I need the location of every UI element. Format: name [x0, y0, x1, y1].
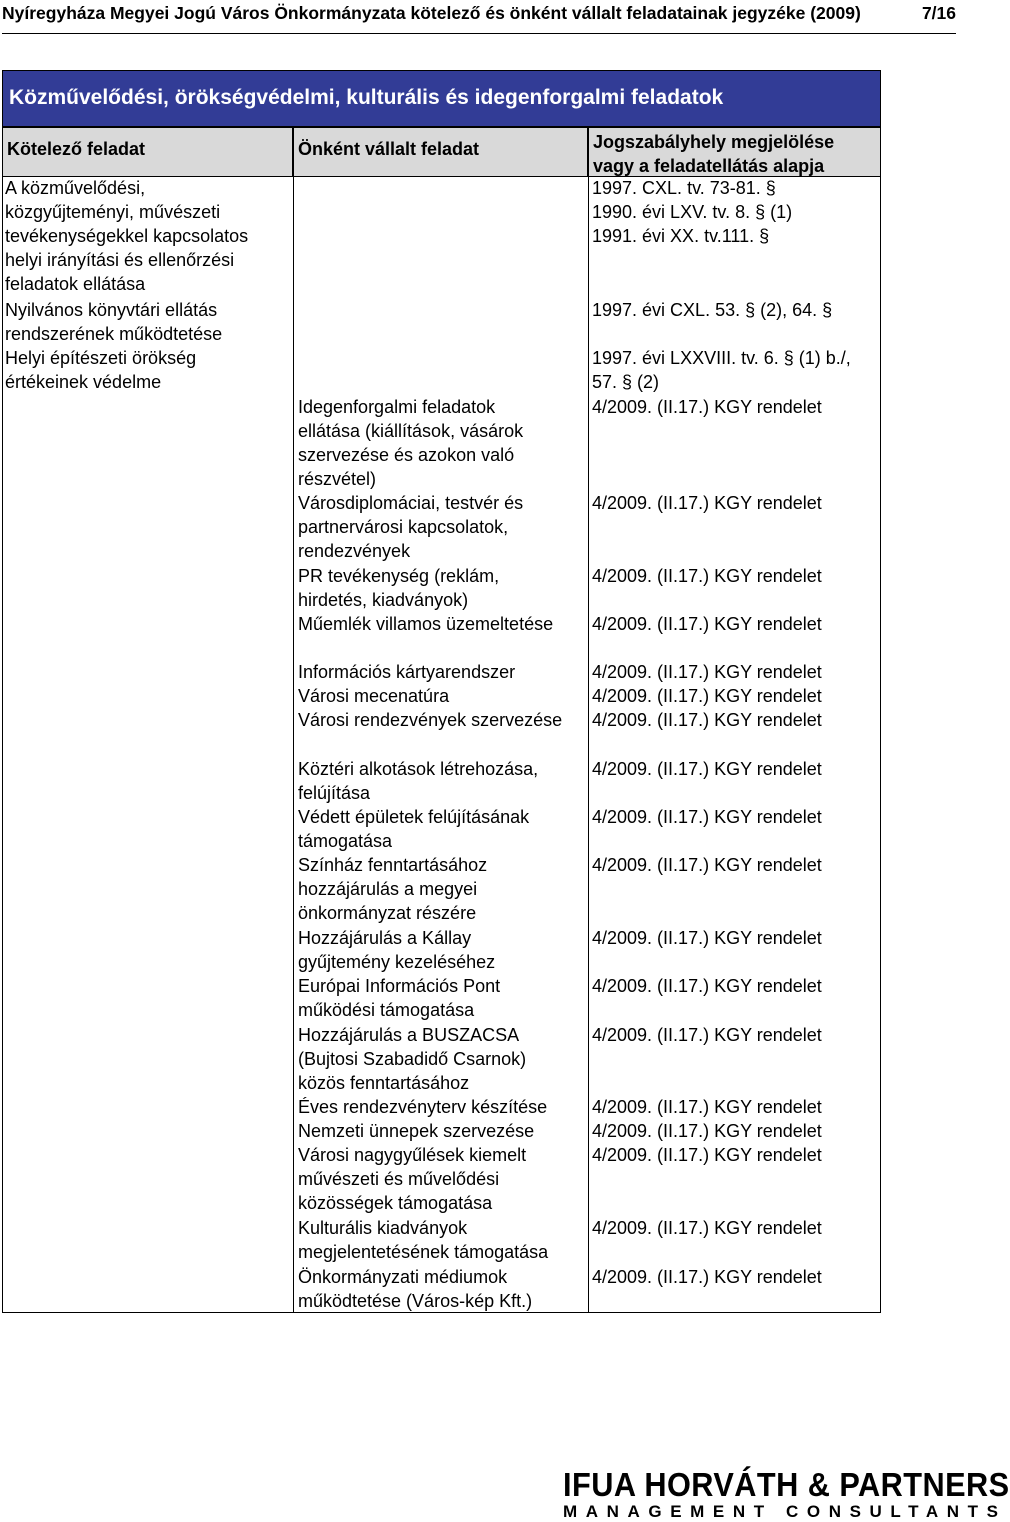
voluntary-law: 4/2009. (II.17.) KGY rendelet [592, 1145, 822, 1165]
voluntary-task: Kulturális kiadványok megjelentetésének támogatása [298, 1218, 549, 1262]
voluntary-law: 4/2009. (II.17.) KGY rendelet [592, 397, 822, 417]
page-number: 7/16 [921, 3, 956, 23]
voluntary-law: 4/2009. (II.17.) KGY rendelet [592, 686, 822, 706]
column-header-voluntary: Önként vállalt feladat [293, 127, 588, 177]
voluntary-task: Városi mecenatúra [298, 686, 450, 706]
voluntary-task: Műemlék villamos üzemeltetése [298, 614, 554, 634]
mandatory-task: Nyilvános könyvtári ellátás rendszerének működtetése [5, 300, 223, 344]
mandatory-law: 1997. évi CXL. 53. § (2), 64. § [592, 300, 833, 320]
column-header-legal-basis: Jogszabályhely megjelölése vagy a feladatellátás alapja [588, 127, 881, 177]
voluntary-law: 4/2009. (II.17.) KGY rendelet [592, 1218, 822, 1238]
section-title-bar [2, 70, 881, 127]
voluntary-task: Éves rendezvényterv készítése [298, 1097, 548, 1117]
voluntary-task: Hozzájárulás a BUSZACSA (Bujtosi Szabadidő Csarnok) közös fenntartásához [298, 1025, 527, 1093]
voluntary-task: Védett épületek felújításának támogatása [298, 807, 530, 851]
voluntary-task: Hozzájárulás a Kállay gyűjtemény kezeléséhez [298, 928, 496, 972]
voluntary-task: Önkormányzati médiumok működtetése (Város-kép Kft.) [298, 1267, 533, 1311]
voluntary-law: 4/2009. (II.17.) KGY rendelet [592, 1121, 822, 1141]
mandatory-law: 1997. CXL. tv. 73-81. § 1990. évi LXV. tv. 8. § (1) 1991. évi XX. tv.111. § [592, 178, 793, 246]
voluntary-law: 4/2009. (II.17.) KGY rendelet [592, 976, 822, 996]
voluntary-task: Köztéri alkotások létrehozása, felújítása [298, 759, 539, 803]
voluntary-law: 4/2009. (II.17.) KGY rendelet [592, 1267, 822, 1287]
voluntary-task: Városi nagygyűlések kiemelt művészeti és művelődési közösségek támogatása [298, 1145, 527, 1213]
column-header-mandatory: Kötelező feladat [2, 127, 293, 177]
page-header [0, 0, 960, 30]
voluntary-law: 4/2009. (II.17.) KGY rendelet [592, 1097, 822, 1117]
voluntary-law: 4/2009. (II.17.) KGY rendelet [592, 1025, 822, 1045]
voluntary-law: 4/2009. (II.17.) KGY rendelet [592, 807, 822, 827]
voluntary-law: 4/2009. (II.17.) KGY rendelet [592, 614, 822, 634]
mandatory-task: A közművelődési, közgyűjteményi, művészeti tevékenységekkel kapcsolatos helyi irányítási és ellenőrzési feladatok ellátása [5, 178, 249, 294]
voluntary-law: 4/2009. (II.17.) KGY rendelet [592, 662, 822, 682]
voluntary-task: Idegenforgalmi feladatok ellátása (kiállítások, vásárok szervezése és azokon való részvétel) [298, 397, 524, 489]
voluntary-law: 4/2009. (II.17.) KGY rendelet [592, 855, 822, 875]
company-logo [559, 1466, 1010, 1521]
voluntary-task: Európai Információs Pont működési támogatása [298, 976, 501, 1020]
voluntary-task: Információs kártyarendszer [298, 662, 516, 682]
voluntary-law: 4/2009. (II.17.) KGY rendelet [592, 759, 822, 779]
voluntary-task: Nemzeti ünnepek szervezése [298, 1121, 535, 1141]
section-title: Közművelődési, örökségvédelmi, kulturális és idegenforgalmi feladatok [9, 86, 724, 109]
header-divider [2, 33, 956, 34]
voluntary-task: Városi rendezvények szervezése [298, 710, 563, 730]
voluntary-law: 4/2009. (II.17.) KGY rendelet [592, 928, 822, 948]
voluntary-law: 4/2009. (II.17.) KGY rendelet [592, 710, 822, 730]
mandatory-task: Helyi építészeti örökség értékeinek védelme [5, 348, 197, 392]
mandatory-law: 1997. évi LXXVIII. tv. 6. § (1) b./, 57. § (2) [592, 348, 851, 392]
document-title: Nyíregyháza Megyei Jogú Város Önkormányzata kötelező és önként vállalt feladatainak jegyzéke (2009) [2, 3, 861, 23]
voluntary-task: Színház fenntartásához hozzájárulás a megyei önkormányzat részére [298, 855, 488, 923]
logo-wordmark: IFUA HORVÁTH & PARTNERS [563, 1466, 1010, 1503]
voluntary-task: PR tevékenység (reklám, hirdetés, kiadványok) [298, 566, 500, 610]
voluntary-law: 4/2009. (II.17.) KGY rendelet [592, 493, 822, 513]
voluntary-task: Városdiplomáciai, testvér és partnervárosi kapcsolatok, rendezvények [298, 493, 524, 561]
voluntary-law: 4/2009. (II.17.) KGY rendelet [592, 566, 822, 586]
logo-tagline: MANAGEMENT CONSULTANTS [563, 1502, 1007, 1521]
